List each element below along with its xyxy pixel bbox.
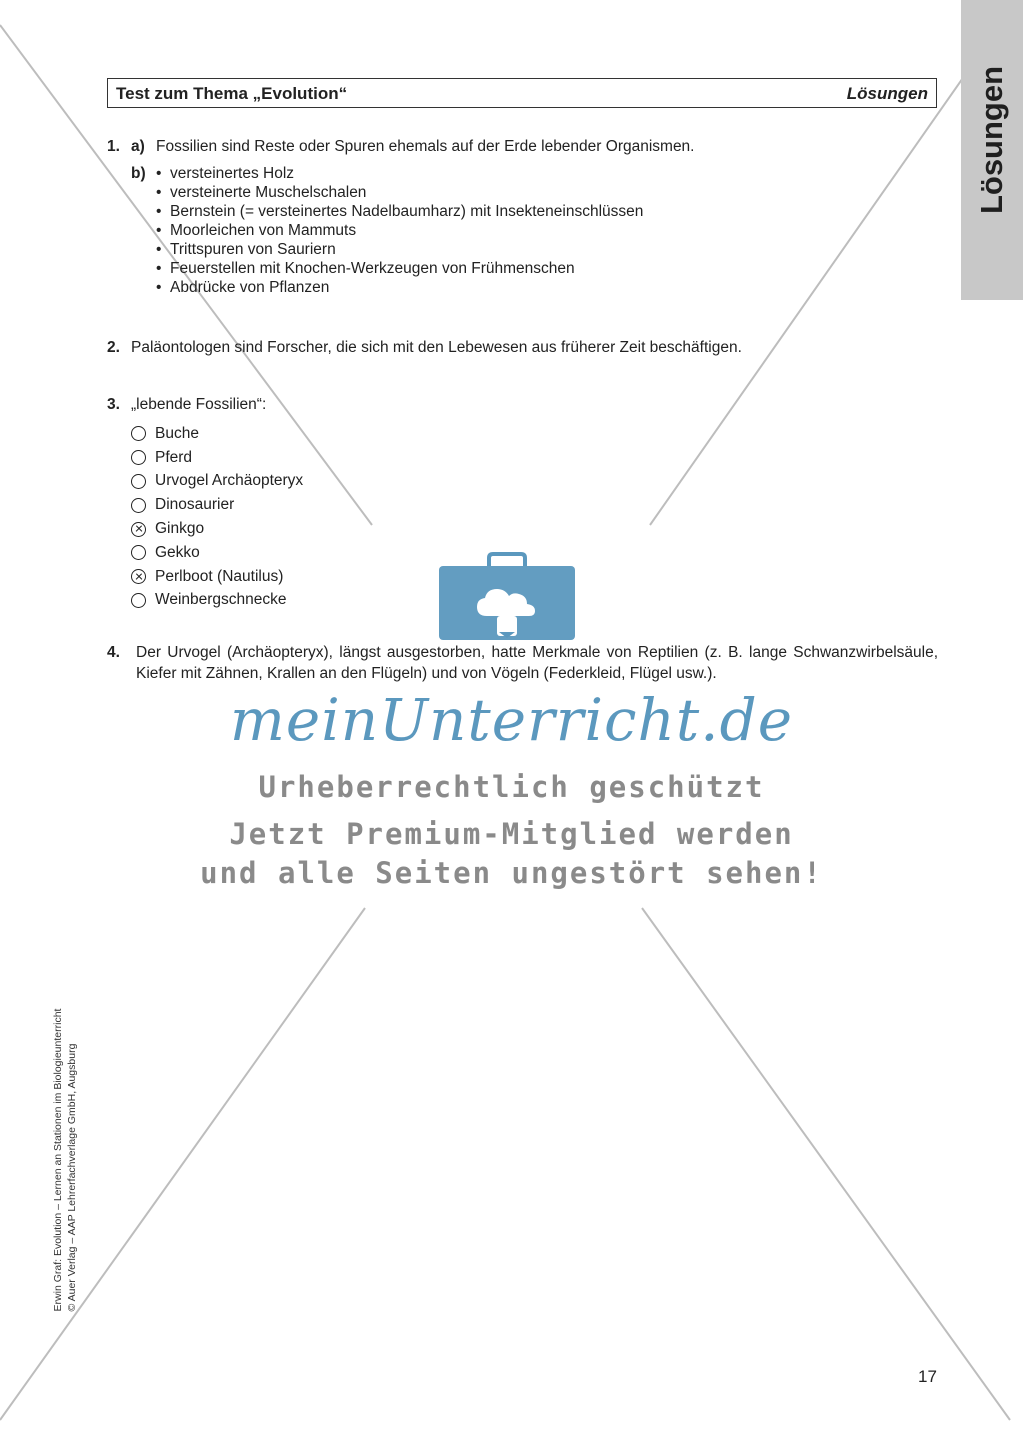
option-ginkgo — [131, 517, 303, 541]
option-pferd — [131, 446, 303, 470]
list-item: • Trittspuren von Sauriern — [156, 240, 643, 259]
option-gekko — [131, 541, 303, 565]
page-number: 17 — [918, 1367, 937, 1386]
watermark-line-2: Jetzt Premium-Mitglied werden — [229, 817, 794, 851]
side-tab — [961, 0, 1023, 300]
q2-text: Paläontologen sind Forscher, die sich mit den Lebewesen aus früherer Zeit beschäftigen. — [131, 339, 742, 356]
list-item: • Moorleichen von Mammuts — [156, 221, 643, 240]
q3-text: „lebende Fossilien“: — [131, 396, 267, 413]
side-tab-label: Lösungen — [974, 65, 1009, 215]
list-item: • versteinerte Muschelschalen — [156, 183, 643, 202]
header-box — [107, 78, 937, 108]
watermark-logo-text: meinUnterricht.de — [229, 686, 794, 754]
list-item: • versteinertes Holz — [156, 164, 643, 183]
checked-radio-icon — [131, 522, 146, 537]
list-item: • Bernstein (= versteinertes Nadelbaumharz) mit Insekteneinschlüssen — [156, 202, 643, 221]
checked-radio-icon — [131, 569, 146, 584]
q2-number: 2. — [107, 339, 120, 356]
footer-credits — [51, 1009, 79, 1312]
briefcase-icon — [437, 552, 577, 642]
option-label: Buche — [155, 424, 199, 442]
radio-icon — [131, 426, 146, 441]
option-label: Ginkgo — [155, 520, 205, 538]
option-perlboot — [131, 565, 303, 589]
q1-b-label: b) — [131, 165, 146, 182]
footer-line-2: © Auer Verlag – AAP Lehrerfachverlage GmbH, Augsburg — [66, 1043, 78, 1312]
q1-a-label: a) — [131, 138, 145, 155]
watermark-line-3: und alle Seiten ungestört sehen! — [200, 856, 823, 890]
q1-b-list — [156, 164, 643, 297]
option-label: Weinbergschnecke — [155, 591, 287, 609]
option-buche — [131, 422, 303, 446]
option-urvogel — [131, 470, 303, 494]
q3-number: 3. — [107, 396, 120, 413]
option-label: Gekko — [155, 543, 200, 561]
radio-icon — [131, 593, 146, 608]
q4-text: Der Urvogel (Archäopteryx), längst ausgestorben, hatte Merkmale von Reptilien (z. B. lange Schwanzwirbelsäule, Kiefer mit Zähnen, Krallen an den Flügeln) und von Vögeln (Federkleid, Flügel usw.). — [136, 644, 938, 682]
header-section-label: Lösungen — [846, 84, 928, 103]
footer-line-1: Erwin Graf: Evolution – Lernen an Stationen im Biologieunterricht — [52, 1008, 64, 1312]
watermark-line-1: Urheberrechtlich geschützt — [258, 770, 765, 804]
option-weinbergschnecke — [131, 589, 303, 613]
radio-icon — [131, 450, 146, 465]
q4-number: 4. — [107, 644, 120, 661]
option-label: Urvogel Archäopteryx — [155, 472, 304, 490]
radio-icon — [131, 474, 146, 489]
list-item: • Feuerstellen mit Knochen-Werkzeugen von Frühmenschen — [156, 259, 643, 278]
option-label: Dinosaurier — [155, 496, 235, 514]
radio-icon — [131, 498, 146, 513]
q1-a-text: Fossilien sind Reste oder Spuren ehemals auf der Erde lebender Organismen. — [156, 138, 695, 155]
option-label: Perlboot (Nautilus) — [155, 567, 284, 585]
q1-number: 1. — [107, 138, 120, 155]
radio-icon — [131, 545, 146, 560]
option-dinosaurier — [131, 493, 303, 517]
page-title: Test zum Thema „Evolution“ — [116, 84, 348, 103]
q3-options — [131, 422, 303, 612]
list-item: • Abdrücke von Pflanzen — [156, 278, 643, 297]
option-label: Pferd — [155, 448, 193, 466]
